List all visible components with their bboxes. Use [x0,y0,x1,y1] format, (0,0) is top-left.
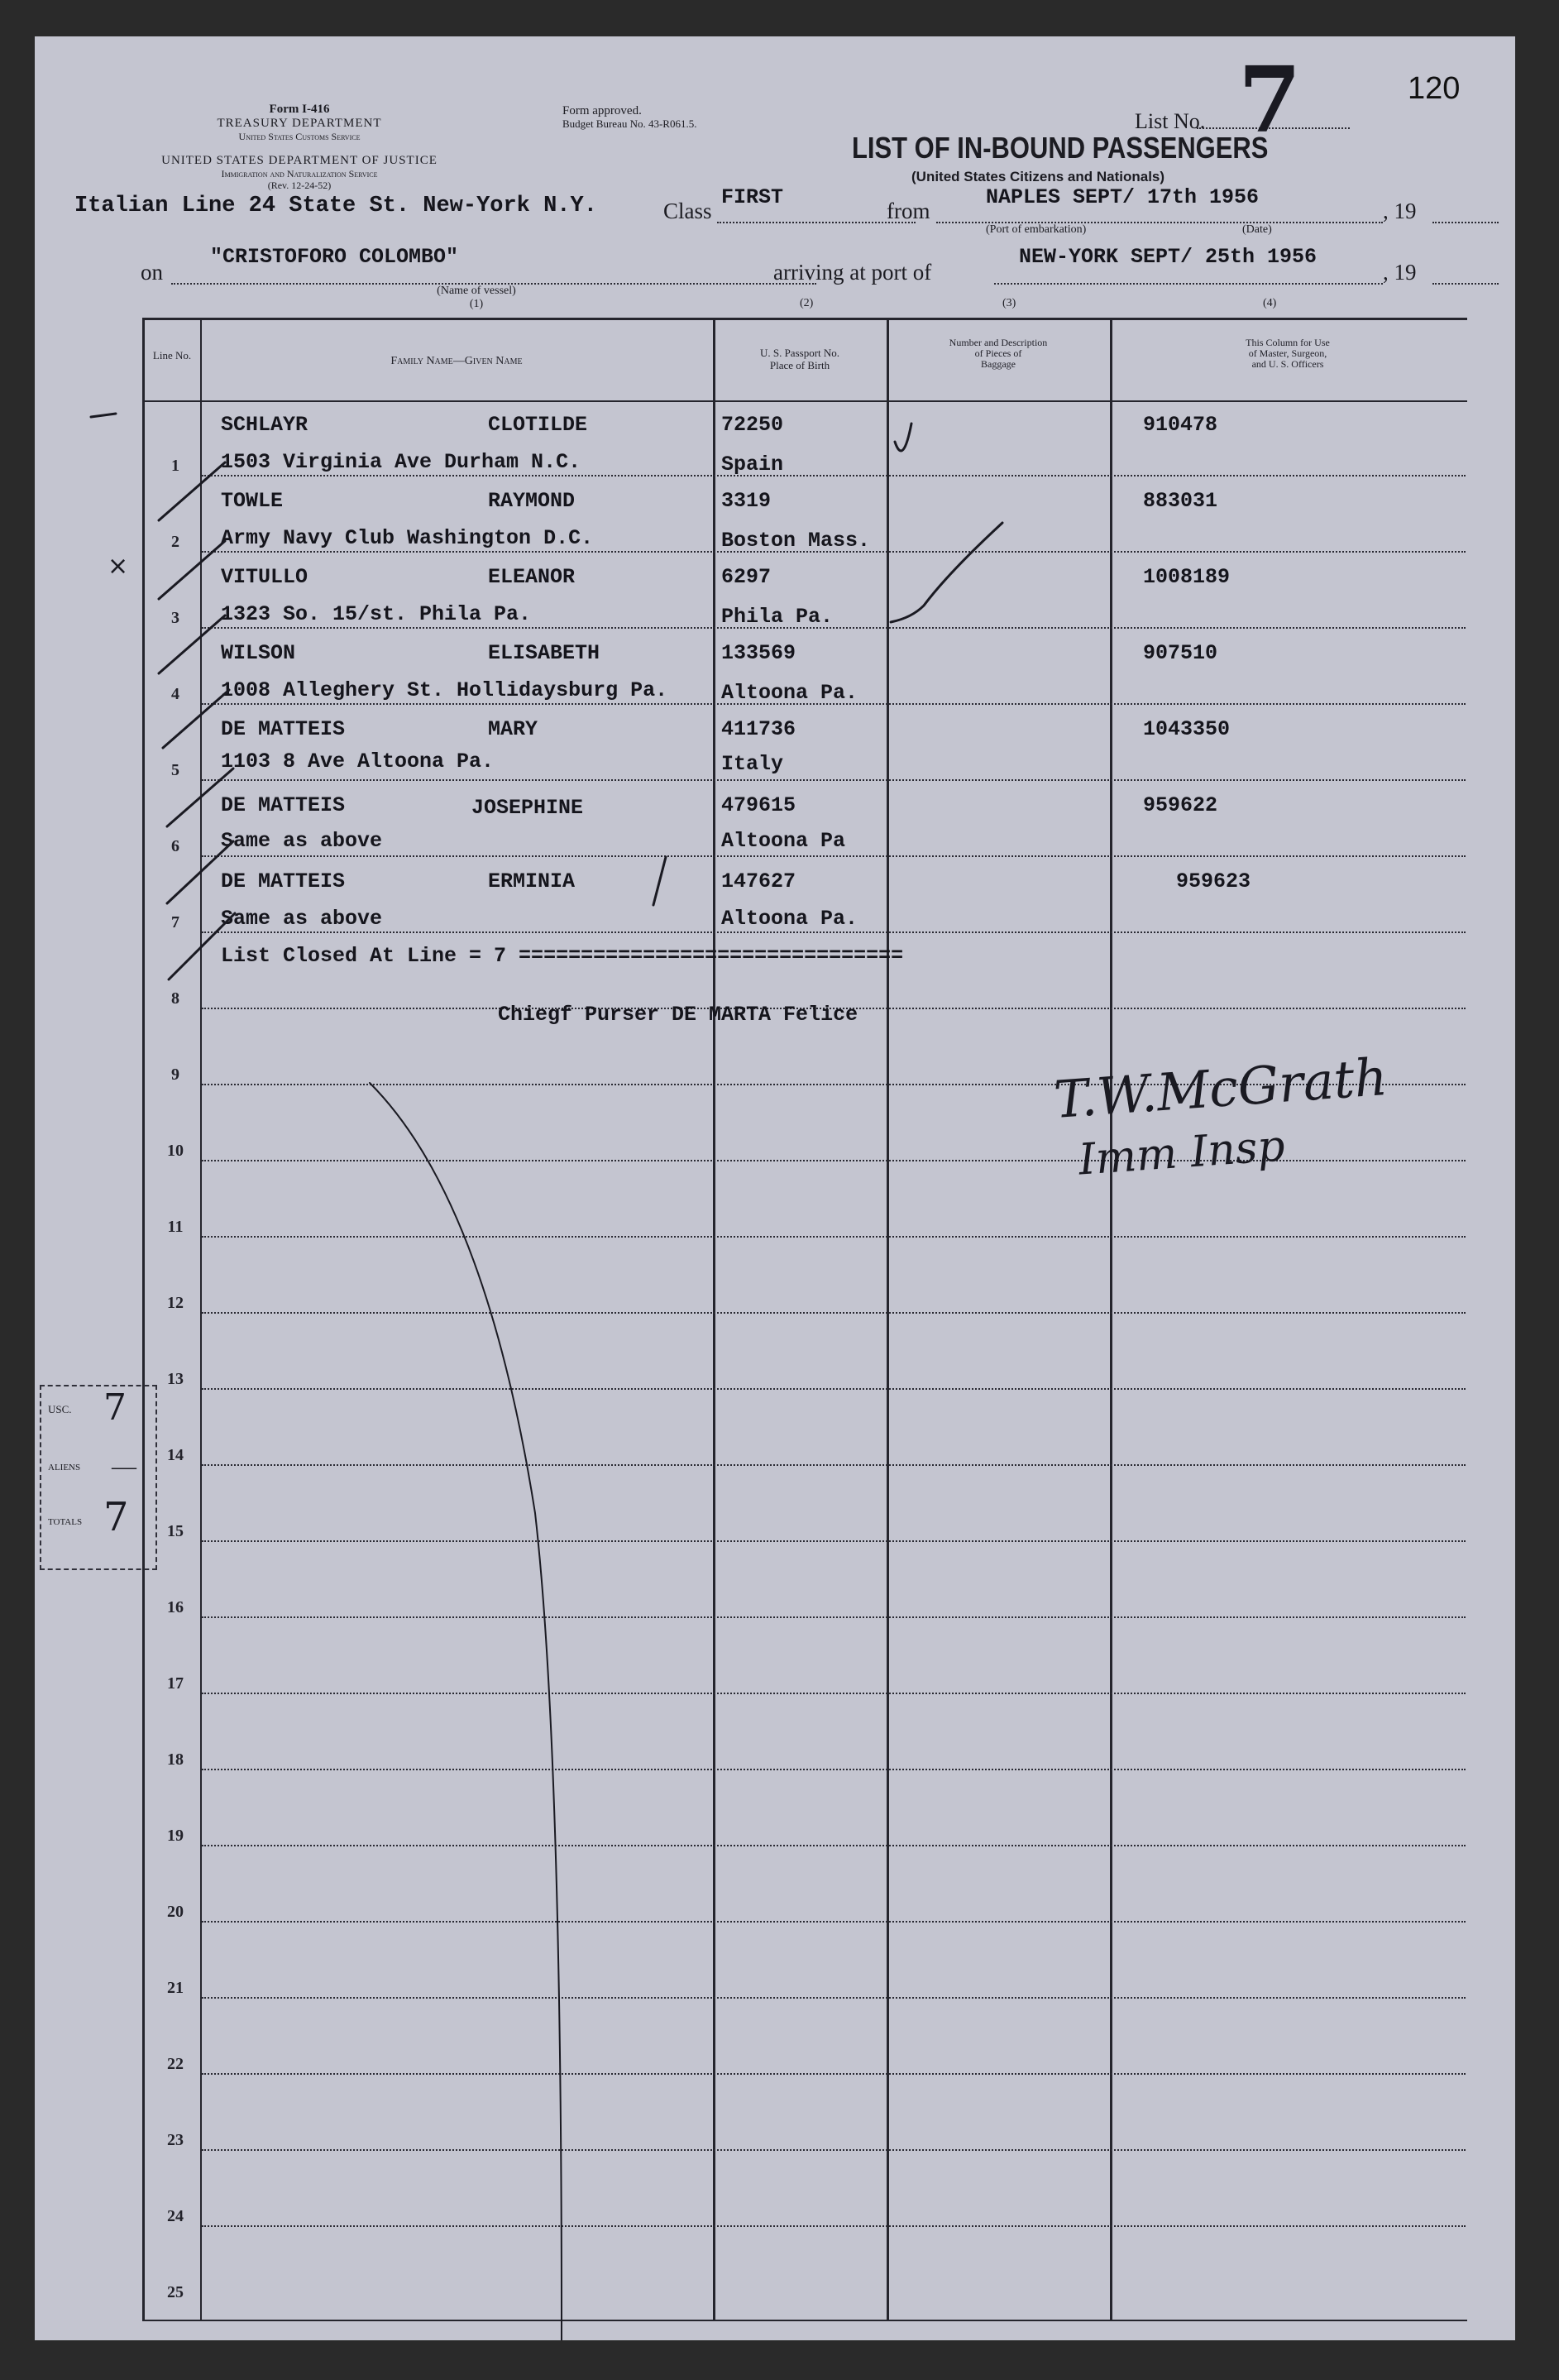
inspector-title: Imm Insp [1077,1121,1287,1185]
row-line-number: 18 [167,1750,184,1769]
given-name: JOSEPHINE [471,796,584,820]
place-of-birth: Boston Mass. [721,529,871,553]
immigration-service: Immigration and Naturalization Service [221,168,378,180]
manifest-sheet [35,36,1515,2340]
stamp-totals-label: TOTALS [48,1517,83,1527]
row-line-number: 9 [171,1065,179,1084]
checkmark-icon [891,523,1002,622]
arriving-label: arriving at port of [773,260,932,285]
passport-number: 479615 [721,793,796,817]
row-line-number: 14 [167,1446,184,1464]
chief-purser: Chiegf Purser DE MARTA Felice [498,1003,858,1027]
given-name: MARY [488,717,538,741]
row-line-number: 17 [167,1674,184,1693]
form-approved: Form approved. [562,104,642,117]
year-suffix-2: , 19 [1383,260,1417,285]
row-line-number: 15 [167,1522,184,1540]
col-header-passport-2: Place of Birth [769,359,830,371]
family-name: DE MATTEIS [221,869,346,893]
place-of-birth: Spain [721,453,784,476]
officer-number: 1043350 [1143,717,1231,741]
officer-number: 910478 [1143,413,1218,437]
row-line-number: 16 [167,1598,184,1616]
list-closed-note: List Closed At Line = 7 =============================== [221,944,904,968]
row-line-number: 1 [171,457,179,475]
col-header-officers-2: of Master, Surgeon, [1248,347,1327,359]
passport-number: 133569 [721,641,796,665]
address: 1103 8 Ave Altoona Pa. [221,749,495,773]
column-number-1: (1) [469,298,484,310]
column-number-3: (3) [1002,297,1016,309]
row-line-number: 2 [171,533,179,551]
on-label: on [141,260,163,285]
row-line-number: 5 [171,761,179,779]
slash-mark-icon [159,541,225,599]
row-line-number: 19 [167,1827,184,1845]
col-header-passport-1: U. S. Passport No. [759,347,840,359]
long-stroke-icon [370,1083,562,2340]
col-header-baggage-3: Baggage [981,358,1016,370]
address: 1008 Alleghery St. Hollidaysburg Pa. [221,678,668,702]
row-line-number: 3 [171,609,179,627]
list-number-label: List No. [1135,109,1206,133]
place-of-birth: Phila Pa. [721,605,834,629]
family-name: TOWLE [221,489,284,513]
stamp-aliens-label: ALIENS [48,1463,81,1473]
from-label: from [887,199,930,223]
stamp-totals-value: 7 [103,1494,129,1540]
row-line-number: 22 [167,2055,184,2073]
inspector-signature: T.W.McGrath [1051,1046,1389,1130]
budget-bureau: Budget Bureau No. 43-R061.5. [562,117,697,130]
family-name: DE MATTEIS [221,717,346,741]
row-line-number: 25 [167,2283,184,2301]
col-header-officers-1: This Column for Use [1246,337,1330,348]
col-header-baggage-2: of Pieces of [974,347,1022,359]
form-revision: (Rev. 12-24-52) [267,180,332,191]
row-line-number: 12 [167,1294,184,1312]
slash-mark-icon [167,841,233,903]
place-of-birth: Altoona Pa [721,829,846,853]
given-name: RAYMOND [488,489,576,513]
stamp-usc-label: USC. [48,1403,72,1415]
row-line-number: 24 [167,2207,184,2225]
passport-number: 6297 [721,565,772,589]
address: Same as above [221,907,383,931]
family-name: DE MATTEIS [221,793,346,817]
stamp-usc-value: 7 [103,1386,127,1429]
given-name: ELISABETH [488,641,600,665]
row-line-number: 21 [167,1979,184,1997]
col-header-name: Family Name—Given Name [390,355,523,367]
class-label: Class [663,199,712,223]
embarkation-value: NAPLES SEPT/ 17th 1956 [986,185,1260,209]
slash-mark-icon [159,462,225,520]
row-line-number: 6 [171,837,179,855]
address: 1503 Virginia Ave Durham N.C. [221,450,581,474]
row-line-number: 13 [167,1370,184,1388]
class-value: FIRST [721,185,784,209]
customs-service: United States Customs Service [238,131,361,142]
row-line-number: 23 [167,2131,184,2149]
officer-number: 907510 [1143,641,1218,665]
row-line-number: 10 [167,1142,184,1160]
officer-number: 959622 [1143,793,1218,817]
date-caption: (Date) [1242,223,1272,236]
row-line-number: 7 [171,913,179,931]
slash-mark-icon [169,913,235,979]
slash-mark-icon [653,857,666,905]
officer-number: 883031 [1143,489,1218,513]
row-line-number: 4 [171,685,179,703]
column-number-4: (4) [1263,297,1277,309]
row-line-number: 11 [167,1218,184,1236]
slash-mark-icon [163,690,229,748]
arrival-port-value: NEW-YORK SEPT/ 25th 1956 [1019,245,1317,269]
checkmark-icon [895,424,911,451]
x-mark-icon: × [108,552,129,581]
row-line-number: 8 [171,989,179,1008]
col-header-baggage-1: Number and Description [949,337,1048,348]
passport-number: 3319 [721,489,772,513]
slash-mark-icon [159,615,225,673]
shipping-agent: Italian Line 24 State St. New-York N.Y. [74,194,597,218]
officer-number: 959623 [1176,869,1251,893]
address: Same as above [221,829,383,853]
given-name: ELEANOR [488,565,576,589]
place-of-birth: Altoona Pa. [721,907,858,931]
given-name: ERMINIA [488,869,576,893]
col-header-line: Line No. [152,349,192,362]
form-number: Form I-416 [269,103,330,116]
slash-mark-icon [167,769,233,826]
passport-number: 72250 [721,413,784,437]
justice-dept: UNITED STATES DEPARTMENT OF JUSTICE [161,154,438,167]
passport-number: 147627 [721,869,796,893]
row-line-number: 20 [167,1903,184,1921]
col-header-officers-3: and U. S. Officers [1251,358,1324,370]
handwritten-marks [35,36,1515,2340]
vessel-caption-text: (Name of vessel) [437,285,516,297]
stamp-aliens-value: — [112,1453,136,1480]
tick-mark-icon [91,414,116,417]
embarkation-caption: (Port of embarkation) [986,223,1087,236]
place-of-birth: Italy [721,752,784,776]
place-of-birth: Altoona Pa. [721,681,858,705]
count-stamp [40,1385,157,1570]
treasury-dept: TREASURY DEPARTMENT [217,117,382,130]
page-subtitle: (United States Citizens and Nationals) [911,169,1165,184]
address: 1323 So. 15/st. Phila Pa. [221,602,532,626]
given-name: CLOTILDE [488,413,588,437]
address: Army Navy Club Washington D.C. [221,526,594,550]
officer-number: 1008189 [1143,565,1231,589]
family-name: VITULLO [221,565,308,589]
passport-number: 411736 [721,717,796,741]
page-number: 120 [1408,71,1461,106]
family-name: SCHLAYR [221,413,308,437]
list-number-value: 7 [1238,46,1302,153]
year-suffix-1: , 19 [1383,199,1417,223]
vessel-name: "CRISTOFORO COLOMBO" [210,245,459,269]
family-name: WILSON [221,641,296,665]
page-title: LIST OF IN-BOUND PASSENGERS [852,131,1269,165]
column-number-2: (2) [800,297,814,309]
